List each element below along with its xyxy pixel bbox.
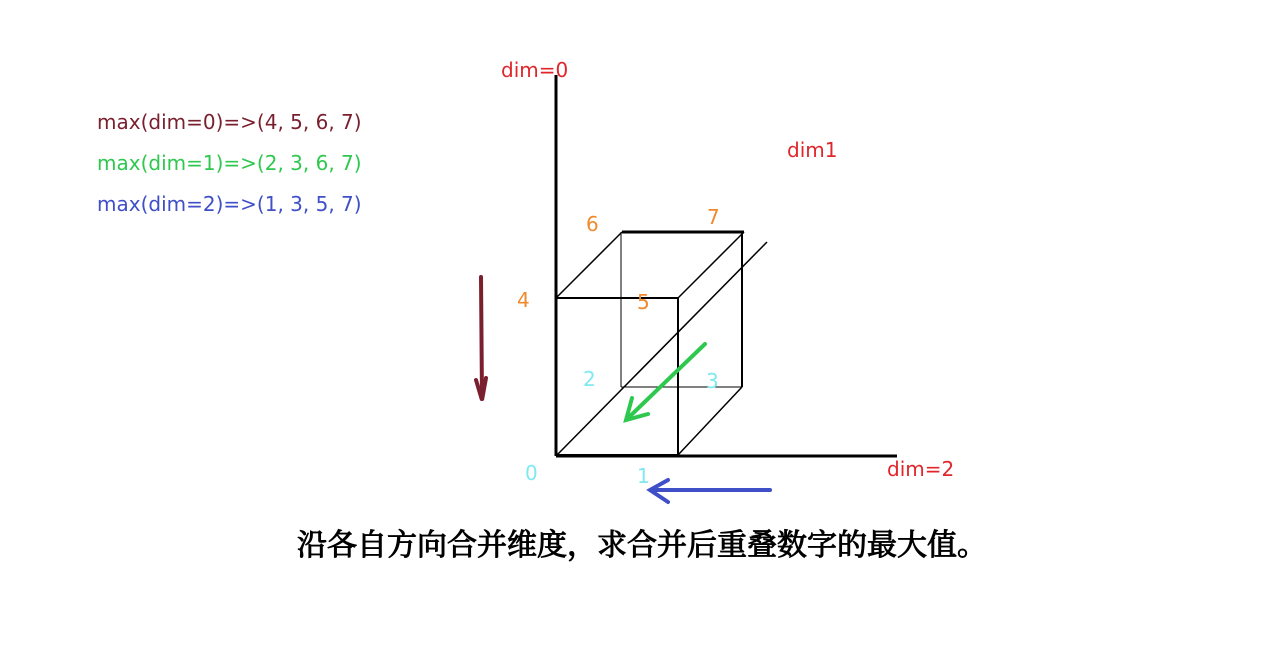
axis-label-dim1: dim1 (787, 138, 838, 162)
vertex-label-5: 5 (637, 290, 650, 314)
caption: 沿各自方向合并维度，求合并后重叠数字的最大值。 (297, 528, 987, 563)
cube-depth-edge-7 (678, 232, 744, 298)
cube-depth-edge-3 (678, 387, 742, 455)
axis-label-dim0: dim=0 (501, 58, 569, 82)
cube-depth-edge-6 (556, 232, 622, 298)
vertex-label-2: 2 (583, 367, 596, 391)
cube-front-face (556, 298, 678, 455)
dim0-arrow (476, 277, 486, 400)
axis-dim1-line (556, 242, 767, 456)
max-legend (97, 102, 362, 225)
vertex-label-4: 4 (517, 288, 530, 312)
legend-dim1: max(dim=1)=>(2, 3, 6, 7) (97, 151, 362, 175)
dim1-arrow (626, 344, 705, 420)
legend-dim2: max(dim=2)=>(1, 3, 5, 7) (97, 192, 362, 216)
vertex-label-1: 1 (637, 464, 650, 488)
vertex-label-6: 6 (586, 212, 599, 236)
dim2-arrow (650, 480, 770, 502)
legend-dim0: max(dim=0)=>(4, 5, 6, 7) (97, 110, 362, 134)
vertex-label-3: 3 (706, 369, 719, 393)
axis-label-dim2: dim=2 (887, 457, 955, 481)
vertex-label-7: 7 (707, 205, 720, 229)
vertex-label-0: 0 (525, 461, 538, 485)
